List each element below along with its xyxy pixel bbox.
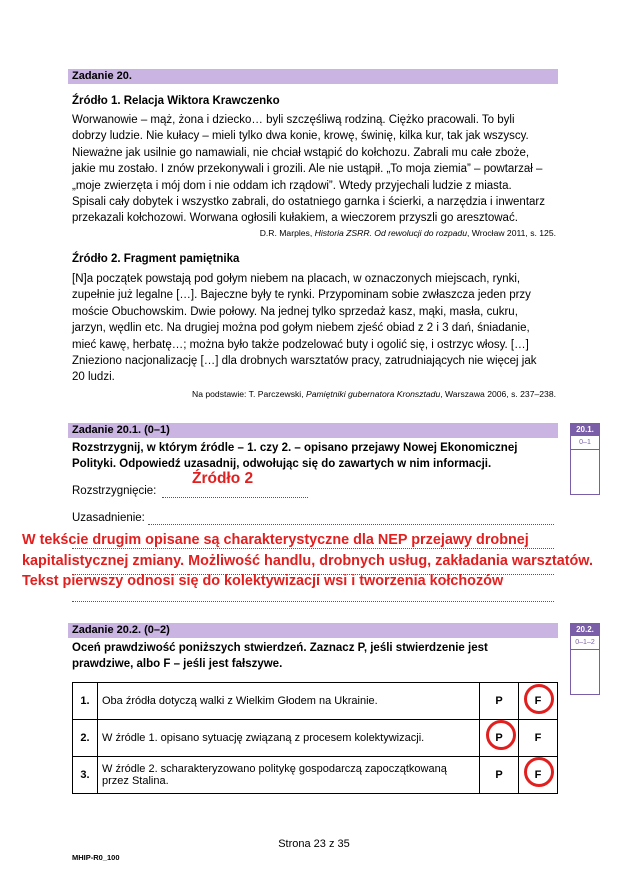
row-number: 3. xyxy=(73,757,98,794)
source-1-citation: D.R. Marples, Historia ZSRR. Od rewolucji do rozpadu, Wrocław 2011, s. 125. xyxy=(259,228,556,238)
score-box-20-1: 20.1. 0–1 xyxy=(570,423,600,495)
option-p[interactable]: P xyxy=(480,683,519,720)
source-2-heading: Źródło 2. Fragment pamiętnika xyxy=(72,253,240,265)
task-20-1-title: Zadanie 20.1. (0–1) xyxy=(72,424,170,436)
option-f[interactable]: F xyxy=(519,757,558,794)
statement-text: W źródle 2. scharakteryzowano politykę gospodarczą zapoczątkowaną przez Stalina. xyxy=(98,757,480,794)
justification-label: Uzasadnienie: xyxy=(72,512,145,524)
task-20-title: Zadanie 20. xyxy=(72,70,132,82)
task-20-2-title: Zadanie 20.2. (0–2) xyxy=(72,624,170,636)
answer-circle-row-3 xyxy=(524,757,554,787)
answer-circle-row-1 xyxy=(524,684,554,714)
score-box-20-2: 20.2. 0–1–2 xyxy=(570,623,600,695)
handwritten-justification: W tekście drugim opisane są charakterystyczne dla NEP przejawy drobnej kapitalistycznej zmiany. Możliwość handlu, drobnych usług, zakładania warsztatów. Tekst pierwszy odnosi się do kolektywizacji wsi i tworzenia kołchozów xyxy=(22,532,593,589)
option-f[interactable]: F xyxy=(519,720,558,757)
source-2-text: [N]a początek powstają pod gołym niebem na placach, w oznaczonych miejscach, rynki, zupełnie już legalne […]. Bajeczne były te rynki. Przypominam sobie zwłaszcza jeden przy moście Obuchowskim. Dwie połowy. Na jednej tylko sprzedaż kasz, mąki, masła, cukru, jarzyn, wędlin etc. Na drugiej można pod gołym niebem zjeść obiad z 2 i 3 dań, śniadanie, mieć kawę, herbatę…; można było także podzelować buty i ogolić się, i ostrzyc włosy. […] Znieziono nacjonalizację […] dla drobnych warsztatów pracy, zatrudniających nie więcej jak 20 ludzi. xyxy=(72,273,537,384)
source-2-citation: Na podstawie: T. Parczewski, Pamiętniki gubernatora Kronsztadu, Warszawa 2006, s. 237–238. xyxy=(191,389,556,399)
statement-text: Oba źródła dotyczą walki z Wielkim Głodem na Ukrainie. xyxy=(98,683,480,720)
task-20-bar xyxy=(68,69,558,84)
decision-label: Rozstrzygnięcie: xyxy=(72,485,157,497)
option-p[interactable]: P xyxy=(480,757,519,794)
row-number: 1. xyxy=(73,683,98,720)
row-number: 2. xyxy=(73,720,98,757)
task-20-1-question: Rozstrzygnij, w którym źródle – 1. czy 2. – opisano przejawy Nowej Ekonomicznej Polityki. Odpowiedź uzasadnij, odwołując się do zawartych w nim informacji. xyxy=(72,442,518,470)
table-row xyxy=(73,720,558,757)
true-false-table xyxy=(72,682,558,794)
decision-answer-line[interactable] xyxy=(162,497,308,498)
page-number: Strona 23 z 35 xyxy=(278,838,350,850)
source-1-text: Worwanowie – mąż, żona i dziecko… byli szczęśliwą rodziną. Ciężko pracowali. To byli dobrzy ludzie. Nie kułacy – mieli tylko dwa konie, krowę, świnię, kilka kur, tak jak wszyscy. Nieważne jak usilnie go namawiali, nie chciał wstąpić do kołchozu. Zabrali mu całe zboże, jakie mu zostało. I znów przekonywali i grozili. Ale nie ustąpił. „To moja ziemia” – powtarzał – „moje zwierzęta i mój dom i nie oddam ich rządowi”. Wtedy przyjechali ludzie z miasta. Spisali cały dobytek i wszystko zabrali, do ostatniego garnka i ścierki, a narzędzia i inwentarz przekazali kołchozowi. Worwana ogłosili kułakiem, a wieczorem przyszli go aresztować. xyxy=(72,114,545,225)
task-20-2-question: Oceń prawdziwość poniższych stwierdzeń. Zaznacz P, jeśli stwierdzenie jest prawdziwe, albo F – jeśli jest fałszywe. xyxy=(72,642,488,670)
statement-text: W źródle 1. opisano sytuację związaną z procesem kolektywizacji. xyxy=(98,720,480,757)
source-1-heading: Źródło 1. Relacja Wiktora Krawczenko xyxy=(72,95,280,107)
justification-line-1[interactable] xyxy=(148,524,554,525)
option-f[interactable]: F xyxy=(519,683,558,720)
table-row xyxy=(73,757,558,794)
option-p[interactable]: P xyxy=(480,720,519,757)
document-code: MHIP-R0_100 xyxy=(72,853,120,862)
justification-line-4[interactable] xyxy=(72,601,554,602)
answer-circle-row-2 xyxy=(486,720,516,750)
table-row xyxy=(73,683,558,720)
handwritten-decision: Źródło 2 xyxy=(192,470,254,487)
